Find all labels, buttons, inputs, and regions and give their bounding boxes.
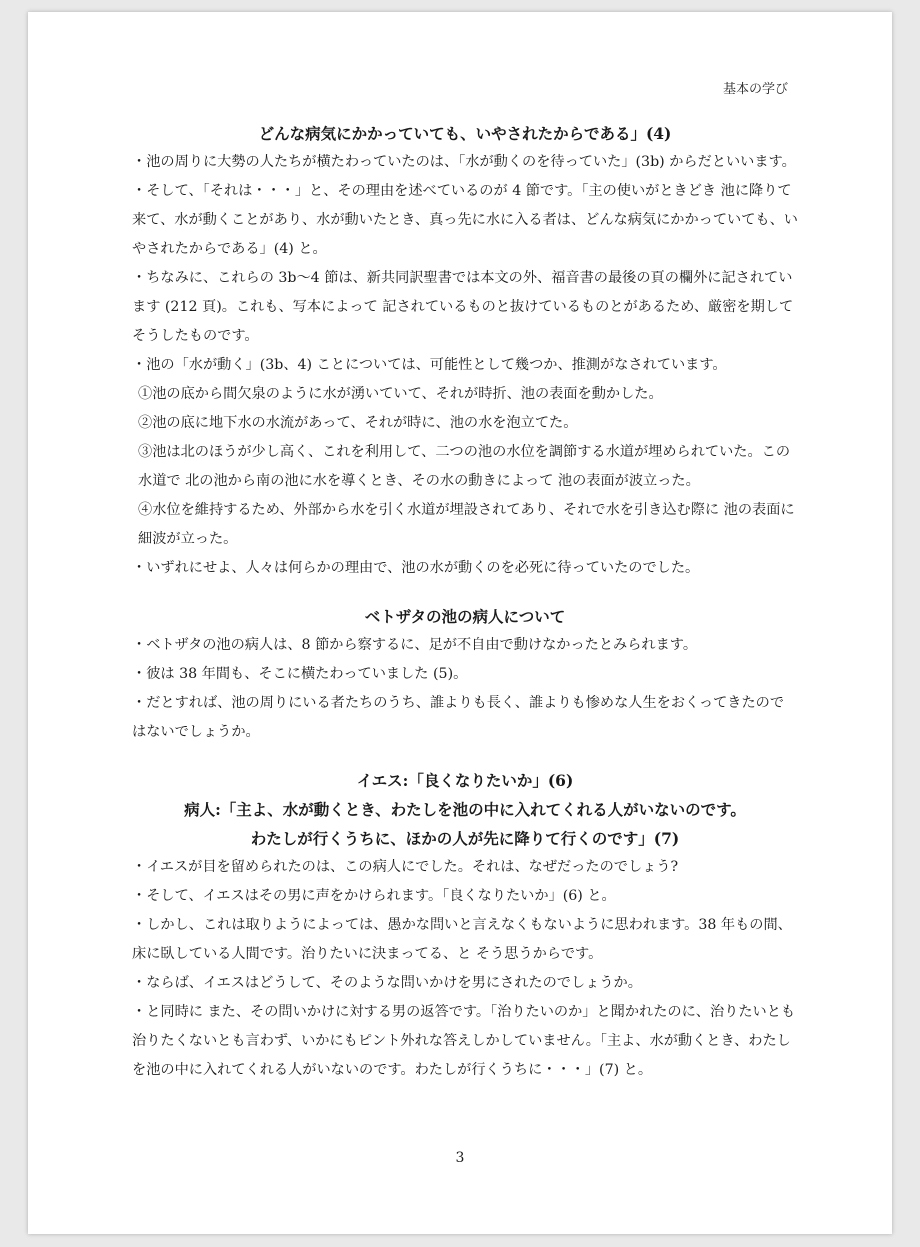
section-gap [132, 747, 798, 766]
paragraph: ・彼は 38 年間も、そこに横たわっていました (5)。 [132, 666, 468, 682]
list-item: ③池は北のほうが少し高く、これを利用して、二つの池の水位を調節する水道が埋められていた。この水道で 北の池から南の池に水を導くとき、その水の動きによって 池の表面が波立った。 [138, 444, 791, 489]
section-heading: どんな病気にかかっていても、いやされたからである」(4) [258, 124, 672, 143]
paragraph: ・ちなみに、これらの 3b〜4 節は、新共同訳聖書では本文の外、福音書の最後の頁の欄外に記されています (212 頁)。これも、写本によって 記されているものと抜けているものとがあるため、厳密を期してそうしたものです。 [132, 270, 794, 344]
paragraph: ・だとすれば、池の周りにいる者たちのうち、誰よりも長く、誰よりも惨めな人生をおくってきたのではないでしょうか。 [132, 695, 785, 740]
paragraph: ・池の周りに大勢の人たちが横たわっていたのは、「水が動くのを待っていた」(3b) からだといいます。 [132, 154, 796, 170]
paragraph: ・イエスが目を留められたのは、この病人にでした。それは、なぜだったのでしょう? [132, 859, 679, 875]
page-content [132, 119, 798, 1085]
section-heading: イエス:「良くなりたいか」(6) [356, 771, 574, 790]
paragraph: ・しかし、これは取りようによっては、愚かな問いと言えなくもないように思われます。38 年もの間、床に臥している人間です。治りたいに決まってる、と そう思うからです。 [132, 917, 792, 962]
paragraph: ・ならば、イエスはどうして、そのような問いかけを男にされたのでしょうか。 [132, 975, 642, 991]
section-heading: 病人:「主よ、水が動くとき、わたしを池の中に入れてくれる人がいないのです。 [184, 800, 746, 819]
section-heading: ベトザタの池の病人について [364, 607, 566, 626]
section-heading: わたしが行くうちに、ほかの人が先に降りて行くのです」(7) [250, 829, 680, 848]
paragraph: ・ベトザタの池の病人は、8 節から察するに、足が不自由で動けなかったとみられます。 [132, 637, 698, 653]
paragraph: ・と同時に また、その問いかけに対する男の返答です。「治りたいのか」と聞かれたのに、治りたいとも治りたくないとも言わず、いかにもピント外れな答えしかしていません。「主よ、水が動くとき、わたしを池の中に入れてくれる人がいないのです。わたしが行くうちに・・・」(7) と。 [132, 1004, 796, 1078]
paragraph: ・そして、イエスはその男に声をかけられます。「良くなりたいか」(6) と。 [132, 888, 616, 904]
list-item: ②池の底に地下水の水流があって、それが時に、池の水を泡立てた。 [138, 415, 578, 431]
list-item: ④水位を維持するため、外部から水を引く水道が埋設されてあり、それで水を引き込む際に 池の表面に細波が立った。 [138, 502, 795, 547]
paragraph: ・池の「水が動く」(3b、4) ことについては、可能性として幾つか、推測がなされています。 [132, 357, 727, 373]
running-header: 基本の学び [722, 82, 788, 97]
document-page [28, 12, 892, 1234]
paragraph: ・いずれにせよ、人々は何らかの理由で、池の水が動くのを必死に待っていたのでした。 [132, 560, 700, 576]
section-gap [132, 583, 798, 602]
paragraph: ・そして、「それは・・・」と、その理由を述べているのが 4 節です。「主の使いがときどき 池に降りて来て、水が動くことがあり、水が動いたとき、真っ先に水に入る者は、どんな病気にかかっていても、いやされたからである」(4) と。 [132, 183, 798, 257]
list-item: ①池の底から間欠泉のように水が湧いていて、それが時折、池の表面を動かした。 [138, 386, 663, 402]
page-number: 3 [455, 1150, 465, 1166]
